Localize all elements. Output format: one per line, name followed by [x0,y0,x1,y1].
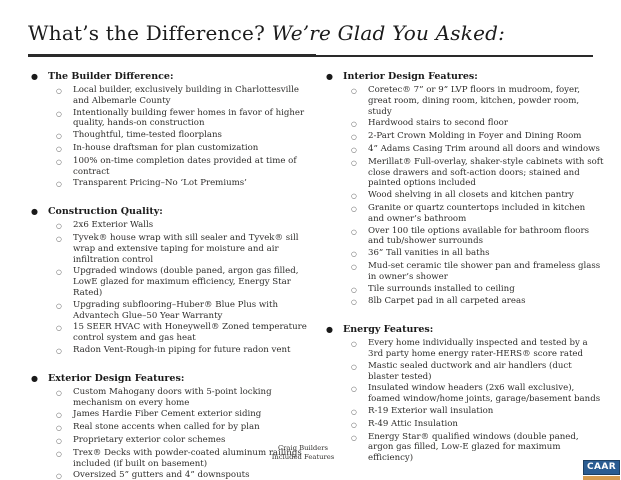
circle-bullet-icon: ○ [56,268,62,277]
list-item [351,383,604,405]
caar-logo-text: CAAR [583,460,620,475]
circle-bullet-icon: ○ [351,385,357,394]
circle-bullet-icon: ○ [56,346,62,355]
list-item [351,248,604,260]
list-item [56,409,309,421]
list-item [351,190,604,202]
circle-bullet-icon: ○ [351,227,357,236]
circle-bullet-icon: ○ [351,420,357,429]
circle-bullet-icon: ○ [351,298,357,307]
two-column-content [28,70,604,480]
list-item [56,233,309,265]
list-item [56,178,309,190]
list-item-text: Energy Star® qualified windows (double paned, argon gas filled, Low-E glazed for maximum efficiency) [368,431,579,464]
list-item-text: In-house draftsman for plan customization [73,142,259,153]
section-heading-row [28,70,309,83]
list-item [351,118,604,130]
section [28,372,309,480]
section-heading-row [323,323,604,336]
circle-bullet-icon: ○ [351,145,357,154]
circle-bullet-icon: ○ [351,158,357,167]
circle-bullet-icon: ○ [351,262,357,271]
circle-bullet-icon: ○ [351,120,357,129]
circle-bullet-icon: ○ [56,411,62,420]
list-item [351,203,604,225]
section [323,323,604,464]
section-heading: Construction Quality: [48,206,163,218]
section [28,70,309,190]
list-item [351,284,604,296]
circle-bullet-icon: ○ [56,234,62,243]
circle-bullet-icon: ○ [351,407,357,416]
circle-bullet-icon: ○ [56,436,62,445]
list-item-text: Trex® Decks with powder-coated aluminum railings included (if built on basement) [73,447,302,469]
circle-bullet-icon: ○ [56,222,62,231]
footer-line-1: Craig Builders [277,444,329,452]
list-item-text: Local builder, exclusively building in Charlottesville and Albemarle County [73,85,299,106]
list-item [351,419,604,431]
list-item [351,406,604,418]
list-item-text: 2-Part Crown Molding in Foyer and Dining Room [368,131,582,142]
section [28,205,309,357]
list-item [351,226,604,248]
list-item [56,130,309,142]
title-underline [28,55,593,57]
list-item [56,266,309,298]
left-column [28,70,309,480]
list-item [351,296,604,308]
list-item [351,338,604,360]
circle-bullet-icon: ○ [56,301,62,310]
circle-bullet-icon: ○ [351,433,357,442]
section-heading: The Builder Difference: [48,71,174,82]
right-column [323,70,604,480]
bullet-icon: ● [31,206,38,217]
list-item-text: Upgraded windows (double paned, argon gas filled, LowE glazed for maximum efficiency, Energy Star Rated) [73,266,299,298]
list-item-text: 15 SEER HVAC with Honeywell® Zoned temperature control system and gas heat [73,322,307,344]
list-item [56,322,309,344]
circle-bullet-icon: ○ [351,362,357,371]
page-title-italic: We’re Glad You Asked: [271,21,506,45]
list-item-text: Thoughtful, time-tested floorplans [73,130,222,141]
list-item [56,220,309,232]
list-item [56,300,309,322]
list-item [56,422,309,434]
list-item-text: Proprietary exterior color schemes [73,434,226,445]
list-item-text: Hardwood stairs to second floor [368,118,508,129]
circle-bullet-icon: ○ [351,192,357,201]
circle-bullet-icon: ○ [56,324,62,333]
bullet-icon: ● [31,372,38,383]
caar-logo-stripe-icon [583,476,620,480]
list-item-text: Merillat® Full-overlay, shaker-style cabinets with soft close drawers and soft-action doors; stained and painted options included [368,156,604,189]
list-item-text: Tile surrounds installed to ceiling [368,283,515,294]
bullet-icon: ● [31,71,38,81]
list-item-text: 36” Tall vanities in all baths [368,248,490,259]
circle-bullet-icon: ○ [56,109,62,118]
list-item [351,85,604,117]
list-item-text: R-49 Attic Insulation [368,418,458,429]
list-item-text: Real stone accents when called for by plan [73,422,260,433]
list-item-text: Over 100 tile options available for bathroom floors and tub/shower surrounds [368,225,589,247]
section [323,70,604,308]
list-item-text: Custom Mahogany doors with 5-point locking mechanism on every home [73,386,272,408]
footer-line-2: Included Features [271,453,335,461]
list-item-text: Wood shelving in all closets and kitchen pantry [368,190,574,201]
circle-bullet-icon: ○ [351,133,357,142]
list-item-text: 8lb Carpet pad in all carpeted areas [368,296,526,307]
list-item [56,85,309,107]
list-item-text: R-19 Exterior wall insulation [368,405,494,416]
circle-bullet-icon: ○ [56,132,62,141]
list-item [351,261,604,283]
list-item-text: Upgrading subflooring–Huber® Blue Plus with Advantech Glue–50 Year Warranty [73,299,278,321]
list-item-text: Insulated window headers (2x6 wall exclusive), foamed window/home joints, garage/basement bands [368,383,601,405]
section-heading: Energy Features: [343,324,434,336]
circle-bullet-icon: ○ [56,449,62,458]
list-item-text: Transparent Pricing–No ‘Lot Premiums’ [73,178,247,189]
list-item [56,108,309,130]
section-heading: Interior Design Features: [343,71,478,82]
circle-bullet-icon: ○ [351,340,357,349]
list-item [56,156,309,178]
list-item-text: Mud-set ceramic tile shower pan and frameless glass in owner’s shower [368,260,601,282]
section-heading-row [323,70,604,83]
list-item-text: Intentionally building fewer homes in favor of higher quality, hands-on construction [73,107,305,129]
list-item-text: Mastic sealed ductwork and air handlers (duct blaster tested) [368,360,572,382]
page-title-regular: What’s the Difference? [28,21,272,45]
list-item-text: 4” Adams Casing Trim around all doors and windows [368,143,600,154]
list-item-text: James Hardie Fiber Cement exterior siding [73,409,262,420]
circle-bullet-icon: ○ [351,87,357,95]
list-item-text: Tyvek® house wrap with sill sealer and Tyvek® sill wrap and extensive taping for moisture and air infiltration control [73,232,299,265]
page-title [28,21,505,45]
circle-bullet-icon: ○ [56,87,62,95]
list-item [56,470,309,480]
list-item-text: Radon Vent-Rough-in piping for future radon vent [73,344,291,355]
list-item [351,131,604,143]
section-heading-row [28,205,309,218]
list-item-text: Oversized 5” gutters and 4” downspouts [73,470,250,480]
list-item [351,144,604,156]
list-item-text: Granite or quartz countertops included in kitchen and owner’s bathroom [368,202,586,224]
list-item-text: Coretec® 7” or 9” LVP floors in mudroom, foyer, great room, dining room, kitchen, powder room, study [368,85,581,117]
list-item-text: Every home individually inspected and tested by a 3rd party home energy rater-HERS® score rated [368,338,588,359]
list-item [56,387,309,409]
section-heading: Exterior Design Features: [48,372,185,384]
caar-logo [583,460,620,480]
circle-bullet-icon: ○ [351,204,357,213]
list-item [56,143,309,155]
list-item-text: 2x6 Exterior Walls [73,220,154,231]
circle-bullet-icon: ○ [56,388,62,397]
list-item [351,157,604,189]
bullet-icon: ● [326,71,333,81]
footer [0,444,606,462]
circle-bullet-icon: ○ [56,144,62,153]
list-item [56,345,309,357]
list-item [351,361,604,383]
circle-bullet-icon: ○ [56,472,62,480]
bullet-icon: ● [326,324,333,335]
circle-bullet-icon: ○ [56,180,62,189]
circle-bullet-icon: ○ [351,285,357,294]
circle-bullet-icon: ○ [351,250,357,259]
circle-bullet-icon: ○ [56,424,62,433]
section-heading-row [28,372,309,385]
circle-bullet-icon: ○ [56,157,62,166]
list-item-text: 100% on-time completion dates provided at time of contract [73,155,297,177]
